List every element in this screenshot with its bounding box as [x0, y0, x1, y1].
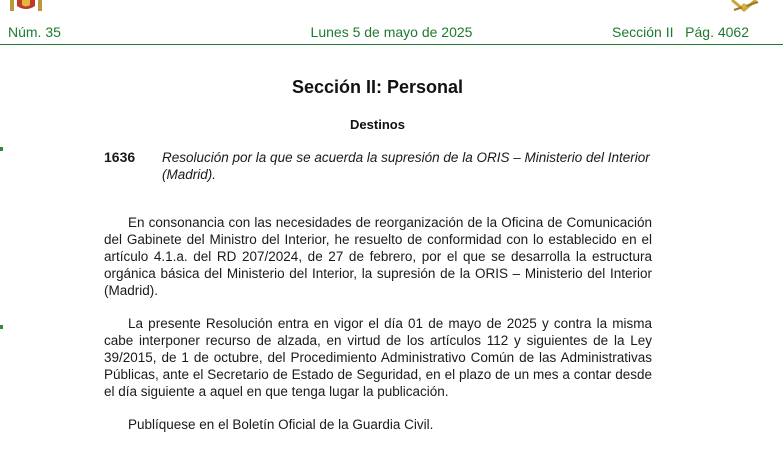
coat-of-arms-icon [8, 0, 44, 12]
page-header [0, 24, 783, 42]
header-divider [0, 44, 783, 45]
section-page: Sección II Pág. 4062 [612, 24, 749, 40]
resolution-title: Resolución por la que se acuerda la supresión de la ORIS – Ministerio del Interior (Madrid). [162, 150, 650, 182]
resolution-number: 1636 [104, 149, 136, 165]
guardia-civil-emblem-icon [728, 0, 762, 12]
issue-date: Lunes 5 de mayo de 2025 [310, 24, 473, 40]
margin-mark [0, 147, 3, 151]
margin-mark [0, 325, 3, 329]
paragraph-3: Publíquese en el Boletín Oficial de la Guardia Civil. [128, 417, 434, 432]
paragraph-1: En consonancia con las necesidades de reorganización de la Oficina de Comunicación del Gabinete del Ministro del Interior, he resuelto de conformidad con lo establecido en el artículo 4.1.a. del RD 207/2024, de 27 de febrero, por el que se desarrolla la estructura orgánica básica del Ministerio del Interior, la supresión de la ORIS – Ministerio del Interior (Madrid). [104, 215, 652, 298]
section-title: Sección II: Personal [291, 77, 464, 97]
issue-number: Núm. 35 [8, 24, 61, 40]
subsection-title: Destinos [350, 117, 405, 132]
paragraph-2: La presente Resolución entra en vigor el día 01 de mayo de 2025 y contra la misma cabe interponer recurso de alzada, en virtud de los artículos 112 y siguientes de la Ley 39/2015, de 1 de octubre, del Procedimiento Administrativo Común de las Administrativas Públicas, ante el Secretario de Estado de Seguridad, en el plazo de un mes a contar desde el día siguiente a aquel en que tenga lugar la publicación. [104, 316, 652, 399]
